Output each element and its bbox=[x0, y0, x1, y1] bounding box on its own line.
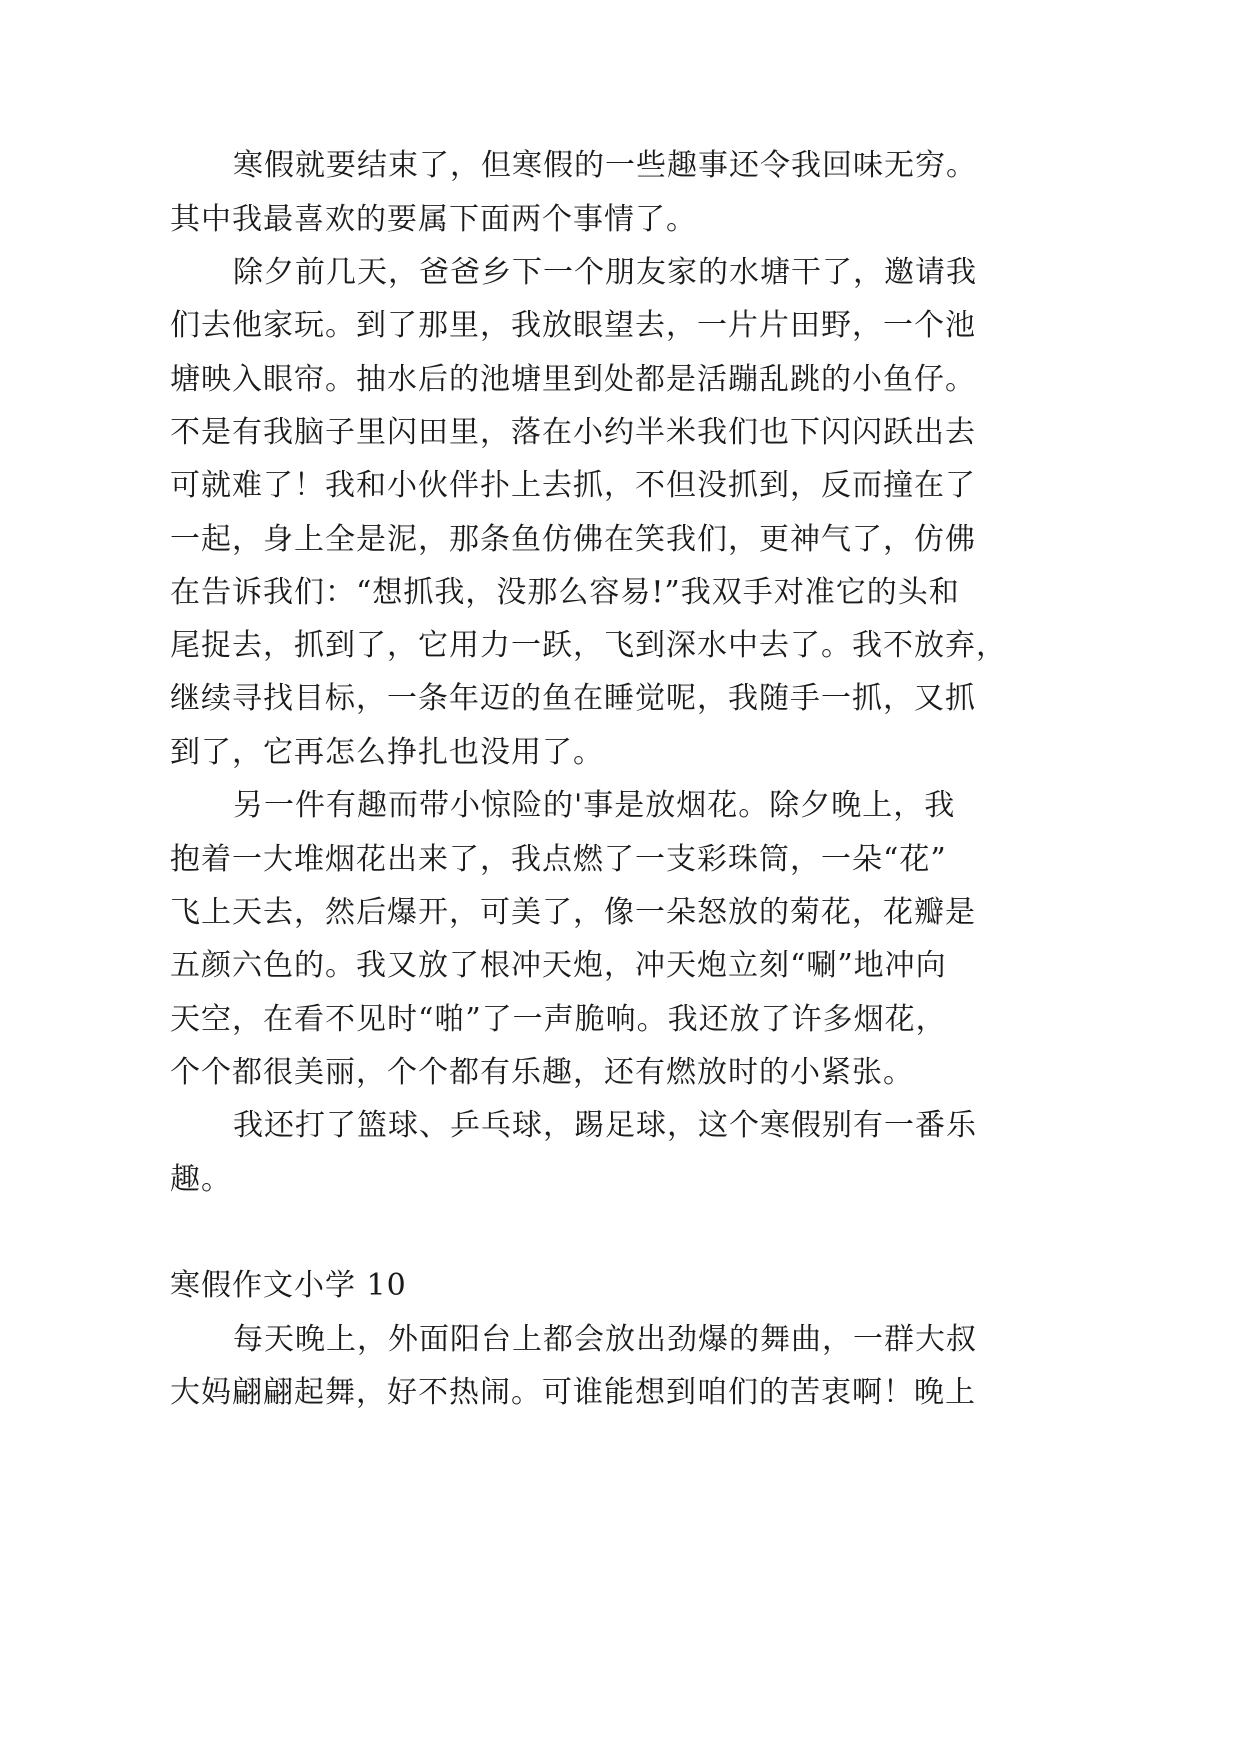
text-line: 塘映入眼帘。抽水后的池塘里到处都是活蹦乱跳的小鱼仔。 bbox=[170, 362, 976, 397]
text-line: 我还打了篮球、乒乓球，踢足球，这个寒假别有一番乐 bbox=[233, 1108, 977, 1143]
text-line: 除夕前几天，爸爸乡下一个朋友家的水塘干了，邀请我 bbox=[233, 255, 977, 290]
text-line: 趣。 bbox=[170, 1162, 232, 1197]
text-line: 五颜六色的。我又放了根冲天炮，冲天炮立刻“唰”地冲向 bbox=[170, 948, 947, 983]
text-line: 在告诉我们：“想抓我，没那么容易!”我双手对准它的头和 bbox=[170, 575, 960, 610]
section-title: 寒假作文小学 10 bbox=[170, 1268, 407, 1303]
text-line: 到了，它再怎么挣扎也没用了。 bbox=[170, 735, 604, 770]
text-line: 另一件有趣而带小惊险的'事是放烟花。除夕晚上，我 bbox=[233, 788, 956, 823]
text-line: 其中我最喜欢的要属下面两个事情了。 bbox=[170, 202, 697, 237]
text-line: 可就难了！我和小伙伴扑上去抓，不但没抓到，反而撞在了 bbox=[170, 468, 976, 503]
text-line: 飞上天去，然后爆开，可美了，像一朵怒放的菊花，花瓣是 bbox=[170, 895, 976, 930]
text-line: 不是有我脑子里闪田里，落在小约半米我们也下闪闪跃出去 bbox=[170, 415, 976, 450]
text-line: 尾捉去，抓到了，它用力一跃，飞到深水中去了。我不放弃， bbox=[170, 628, 1007, 663]
text-line: 大妈翩翩起舞，好不热闹。可谁能想到咱们的苦衷啊！晚上 bbox=[170, 1375, 976, 1410]
text-line: 寒假就要结束了，但寒假的一些趣事还令我回味无穷。 bbox=[233, 148, 977, 183]
text-line: 每天晚上，外面阳台上都会放出劲爆的舞曲，一群大叔 bbox=[233, 1322, 977, 1357]
text-line: 一起，身上全是泥，那条鱼仿佛在笑我们，更神气了，仿佛 bbox=[170, 522, 976, 557]
text-line: 继续寻找目标，一条年迈的鱼在睡觉呢，我随手一抓，又抓 bbox=[170, 681, 976, 716]
text-line: 们去他家玩。到了那里，我放眼望去，一片片田野，一个池 bbox=[170, 308, 976, 343]
text-line: 个个都很美丽，个个都有乐趣，还有燃放时的小紧张。 bbox=[170, 1055, 914, 1090]
text-line: 天空，在看不见时“啪”了一声脆响。我还放了许多烟花， bbox=[170, 1002, 947, 1037]
text-line: 抱着一大堆烟花出来了，我点燃了一支彩珠筒，一朵“花” bbox=[170, 842, 947, 877]
